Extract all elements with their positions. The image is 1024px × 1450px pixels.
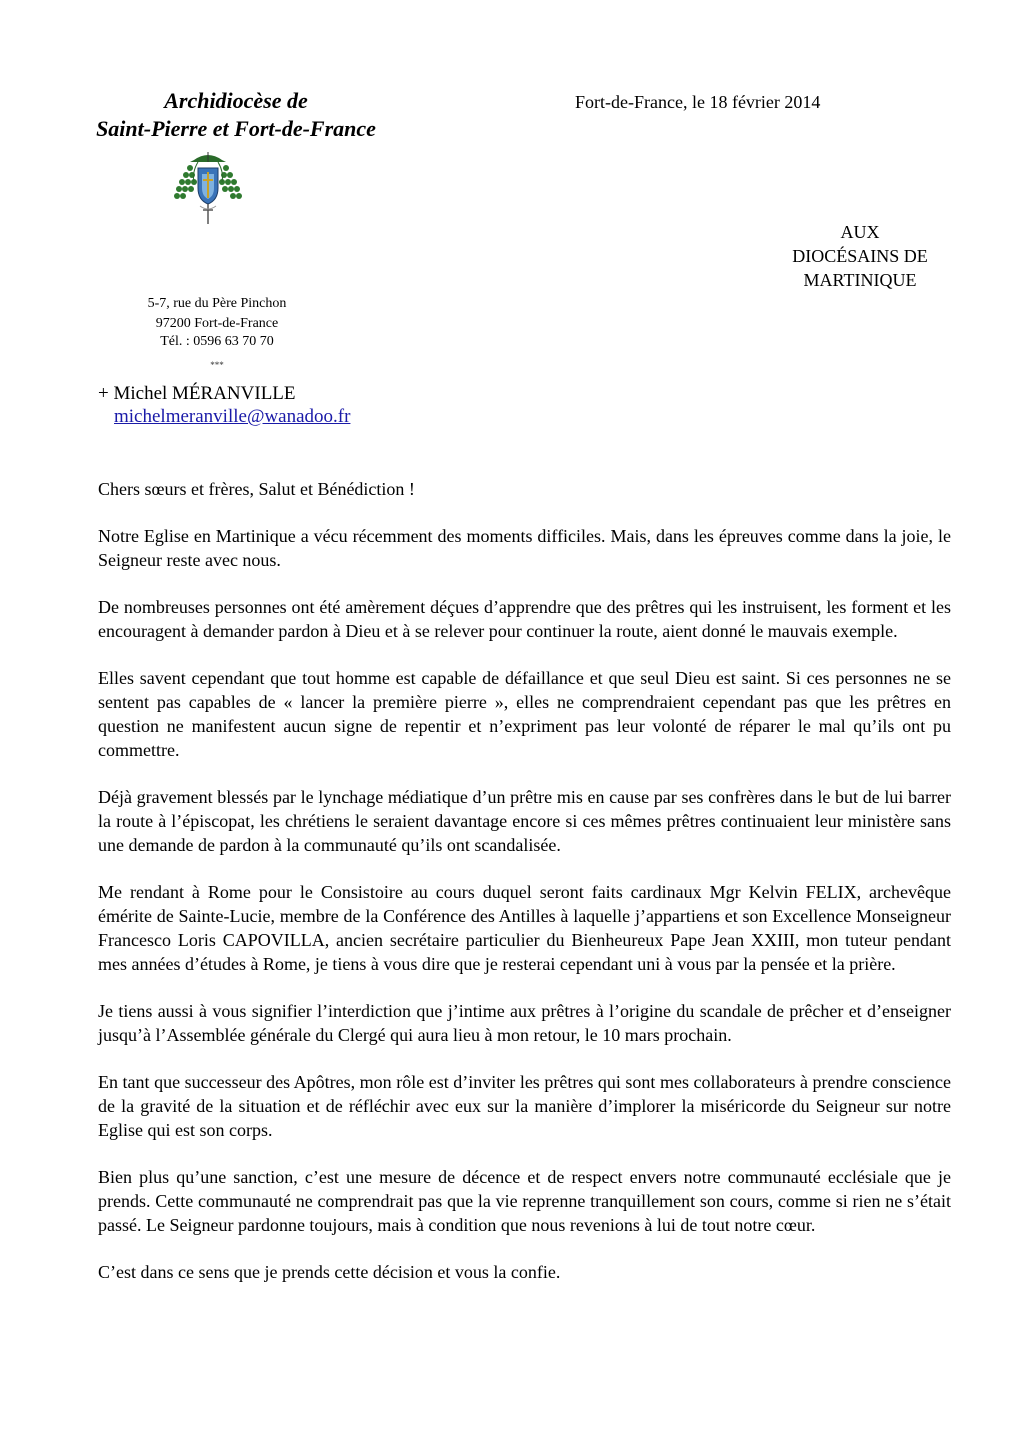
paragraph-5: Me rendant à Rome pour le Consistoire au cours duquel seront faits cardinaux Mgr Kelvin FELIX, archevêque émérite de Sainte-Lucie, membre de la Conférence des Antilles à laquelle j’appartiens et son Excellence Monseigneur Francesco Loris CAPOVILLA, ancien secrétaire particulier du Bienheureux Pape Jean XXIII, mon tuteur pendant mes années d’études à Rome, je tiens à vous dire que je resterai cependant uni à vous par la pensée et la prière.: [98, 882, 951, 974]
address-street: 5-7, rue du Père Pinchon: [147, 296, 287, 311]
recipient-line3: MARTINIQUE: [803, 270, 917, 290]
sender-name: + Michel MÉRANVILLE: [98, 383, 296, 404]
sender-email-link[interactable]: michelmeranville@wanadoo.fr: [114, 406, 351, 427]
address-separator: ***: [210, 360, 224, 370]
paragraph-3: Elles savent cependant que tout homme est capable de défaillance et que seul Dieu est saint. Si ces personnes ne se sentent pas capables de « lancer la première pierre », elles ne comprendraient cependant pas que les prêtres en question ne manifestent aucun signe de repentir et n’expriment pas leur volonté de réparer le mal qu’ils ont pu commettre.: [98, 668, 951, 760]
address-city: 97200 Fort-de-France: [155, 316, 279, 331]
paragraph-7: En tant que successeur des Apôtres, mon rôle est d’inviter les prêtres qui sont mes collaborateurs à prendre conscience de la gravité de la situation et de réfléchir avec eux sur la manière d’implorer la miséricorde du Seigneur sur notre Eglise qui est son corps.: [98, 1072, 951, 1140]
recipient-line1: AUX: [840, 222, 880, 242]
org-name-line2: Saint-Pierre et Fort-de-France: [96, 116, 376, 141]
paragraph-6: Je tiens aussi à vous signifier l’interdiction que j’intime aux prêtres à l’origine du scandale de prêcher et d’enseigner jusqu’à l’Assemblée générale du Clergé qui aura lieu à mon retour, le 10 mars prochain.: [98, 1001, 951, 1045]
letter-body: [98, 477, 951, 1307]
address-phone: Tél. : 0596 63 70 70: [160, 334, 274, 349]
paragraph-1: Notre Eglise en Martinique a vécu récemment des moments difficiles. Mais, dans les épreuves comme dans la joie, le Seigneur reste avec nous.: [98, 526, 951, 570]
archbishop-coat-of-arms-icon: [172, 148, 244, 226]
org-name-line1: Archidiocèse de: [164, 88, 308, 113]
recipient-line2: DIOCÉSAINS DE: [792, 246, 928, 266]
paragraph-4: Déjà gravement blessés par le lynchage médiatique d’un prêtre mis en cause par ses confrères dans le but de lui barrer la route à l’épiscopat, les chrétiens le seraient davantage encore si ces mêmes prêtres continuaient leur ministère sans une demande de pardon à la communauté qu’ils ont scandalisée.: [98, 787, 951, 855]
paragraph-8: Bien plus qu’une sanction, c’est une mesure de décence et de respect envers notre communauté ecclésiale que je prends. Cette communauté ne comprendrait pas que la vie reprenne tranquillement son cours, comme si rien ne s’était passé. Le Seigneur pardonne toujours, mais à condition que nous revenions à lui de tout notre cœur.: [98, 1167, 951, 1235]
paragraph-2: De nombreuses personnes ont été amèrement déçues d’apprendre que des prêtres qui les instruisent, les forment et les encouragent à demander pardon à Dieu et à se relever pour continuer la route, aient donné le mauvais exemple.: [98, 597, 951, 641]
paragraph-9: C’est dans ce sens que je prends cette décision et vous la confie.: [98, 1262, 561, 1282]
date-place: Fort-de-France, le 18 février 2014: [575, 92, 821, 112]
greeting: Chers sœurs et frères, Salut et Bénédiction !: [98, 479, 415, 499]
